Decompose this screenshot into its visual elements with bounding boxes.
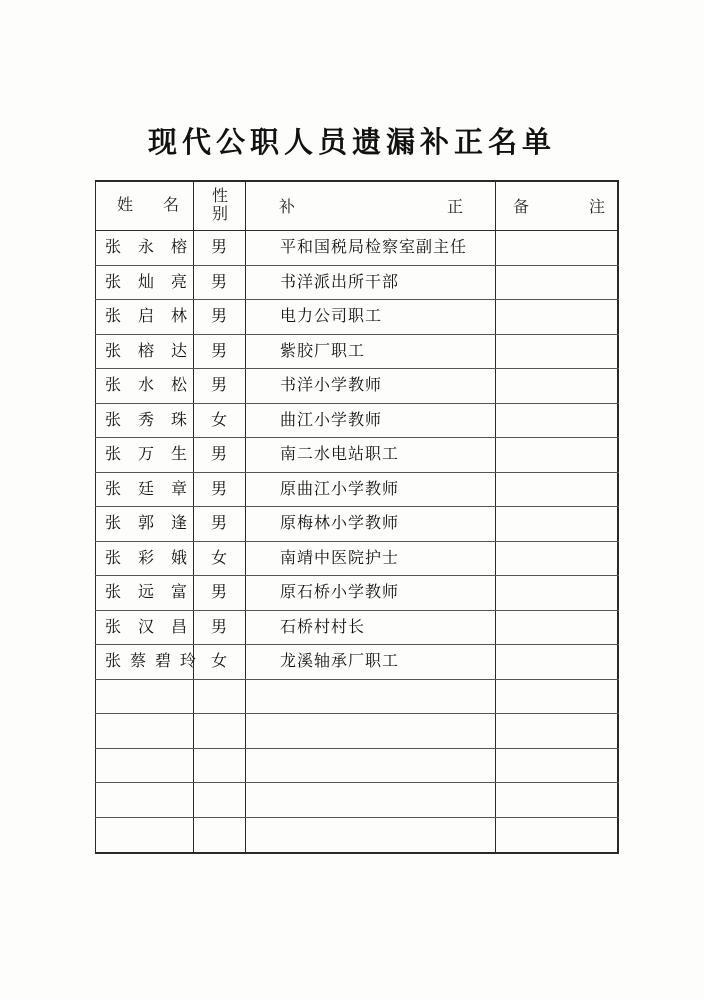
row-remark: 龙溪轴承厂职工 xyxy=(280,651,400,670)
header-gender-2: 别 xyxy=(212,204,229,223)
name-character: 松 xyxy=(171,375,188,394)
row-name xyxy=(105,376,204,394)
row-gender: 女 xyxy=(210,651,227,670)
row-divider xyxy=(95,610,619,611)
row-remark: 平和国税局检察室副主任 xyxy=(280,237,468,256)
row-gender: 男 xyxy=(210,478,227,498)
name-character: 秀 xyxy=(138,409,155,429)
table-right-border xyxy=(617,180,619,854)
row-gender: 男 xyxy=(210,237,227,256)
header-remark-1: 补 xyxy=(279,197,296,216)
name-character: 永 xyxy=(138,237,155,256)
row-gender: 男 xyxy=(210,582,227,601)
name-character: 张 xyxy=(105,340,122,360)
header-name-2: 名 xyxy=(163,195,180,214)
name-character: 张 xyxy=(105,375,122,394)
row-gender: 女 xyxy=(210,547,227,567)
name-character: 章 xyxy=(171,478,188,498)
column-divider-gender xyxy=(245,180,246,854)
row-name xyxy=(105,411,204,429)
row-name xyxy=(105,652,205,670)
name-character: 郭 xyxy=(138,513,155,532)
name-character: 达 xyxy=(171,340,188,360)
row-remark: 原曲江小学教师 xyxy=(280,478,400,498)
table-top-border xyxy=(95,180,619,182)
row-gender: 男 xyxy=(210,340,227,360)
name-character: 水 xyxy=(138,375,155,394)
row-gender: 男 xyxy=(210,306,227,325)
row-remark: 书洋派出所干部 xyxy=(280,271,400,291)
row-divider xyxy=(95,541,619,542)
name-character: 汉 xyxy=(138,616,155,636)
name-character: 逢 xyxy=(171,513,188,532)
name-character: 远 xyxy=(138,582,155,601)
name-character: 玲 xyxy=(180,651,197,670)
header-remark-2: 正 xyxy=(447,197,464,216)
name-character: 张 xyxy=(105,478,122,498)
name-character: 灿 xyxy=(138,271,155,291)
name-character: 廷 xyxy=(138,478,155,498)
name-character: 榕 xyxy=(171,237,188,256)
row-divider xyxy=(95,782,619,783)
row-remark: 原石桥小学教师 xyxy=(280,582,400,601)
name-character: 张 xyxy=(105,582,122,601)
row-remark: 石桥村村长 xyxy=(280,616,366,636)
row-gender: 男 xyxy=(210,616,227,636)
row-divider xyxy=(95,679,619,680)
row-gender: 男 xyxy=(210,375,227,394)
row-divider xyxy=(95,748,619,749)
row-name xyxy=(105,583,204,601)
correction-table xyxy=(95,180,619,855)
row-divider xyxy=(95,713,619,714)
row-remark: 南靖中医院护士 xyxy=(280,547,400,567)
row-divider xyxy=(95,265,619,266)
header-note-2: 注 xyxy=(589,197,606,216)
row-name xyxy=(105,445,204,463)
name-character: 张 xyxy=(105,306,122,325)
row-remark: 曲江小学教师 xyxy=(280,409,383,429)
name-character: 生 xyxy=(171,444,188,463)
name-character: 亮 xyxy=(171,271,188,291)
name-character: 张 xyxy=(105,616,122,636)
row-name xyxy=(105,273,204,291)
row-gender: 男 xyxy=(210,513,227,532)
name-character: 张 xyxy=(105,513,122,532)
name-character: 昌 xyxy=(171,616,188,636)
row-gender: 男 xyxy=(210,444,227,463)
row-remark: 原梅林小学教师 xyxy=(280,513,400,532)
row-name xyxy=(105,514,204,532)
row-gender: 女 xyxy=(210,409,227,429)
row-gender: 男 xyxy=(210,271,227,291)
name-character: 张 xyxy=(105,237,122,256)
name-character: 张 xyxy=(105,409,122,429)
page-title: 现代公职人员遗漏补正名单 xyxy=(147,125,556,159)
row-divider xyxy=(95,575,619,576)
row-divider xyxy=(95,334,619,335)
column-divider-remark xyxy=(495,180,496,854)
header-bottom-border xyxy=(95,230,619,231)
name-character: 张 xyxy=(105,444,122,463)
row-name xyxy=(105,549,204,567)
row-divider xyxy=(95,644,619,645)
name-character: 娥 xyxy=(171,547,188,567)
header-gender-1: 性 xyxy=(212,186,229,205)
row-name xyxy=(105,618,204,636)
row-divider xyxy=(95,472,619,473)
name-character: 万 xyxy=(138,444,155,463)
table-left-border xyxy=(95,180,96,854)
row-name xyxy=(105,480,204,498)
row-divider xyxy=(95,437,619,438)
row-divider xyxy=(95,368,619,369)
table-bottom-border xyxy=(95,852,619,854)
header-note-1: 备 xyxy=(513,197,530,216)
name-character: 蔡 xyxy=(130,651,147,670)
row-divider xyxy=(95,403,619,404)
row-remark: 紫胶厂职工 xyxy=(280,340,366,360)
row-divider xyxy=(95,299,619,300)
name-character: 张 xyxy=(105,547,122,567)
name-character: 珠 xyxy=(171,409,188,429)
name-character: 张 xyxy=(105,651,122,670)
header-name-1: 姓 xyxy=(117,195,134,214)
row-name xyxy=(105,238,204,256)
name-character: 富 xyxy=(171,582,188,601)
row-name xyxy=(105,342,204,360)
row-divider xyxy=(95,817,619,818)
row-divider xyxy=(95,506,619,507)
name-character: 榕 xyxy=(138,340,155,360)
row-name xyxy=(105,307,204,325)
name-character: 启 xyxy=(138,306,155,325)
row-remark: 书洋小学教师 xyxy=(280,375,383,394)
name-character: 碧 xyxy=(155,651,172,670)
name-character: 彩 xyxy=(138,547,155,567)
row-remark: 电力公司职工 xyxy=(280,306,383,325)
row-remark: 南二水电站职工 xyxy=(280,444,400,463)
name-character: 张 xyxy=(105,271,122,291)
name-character: 林 xyxy=(171,306,188,325)
